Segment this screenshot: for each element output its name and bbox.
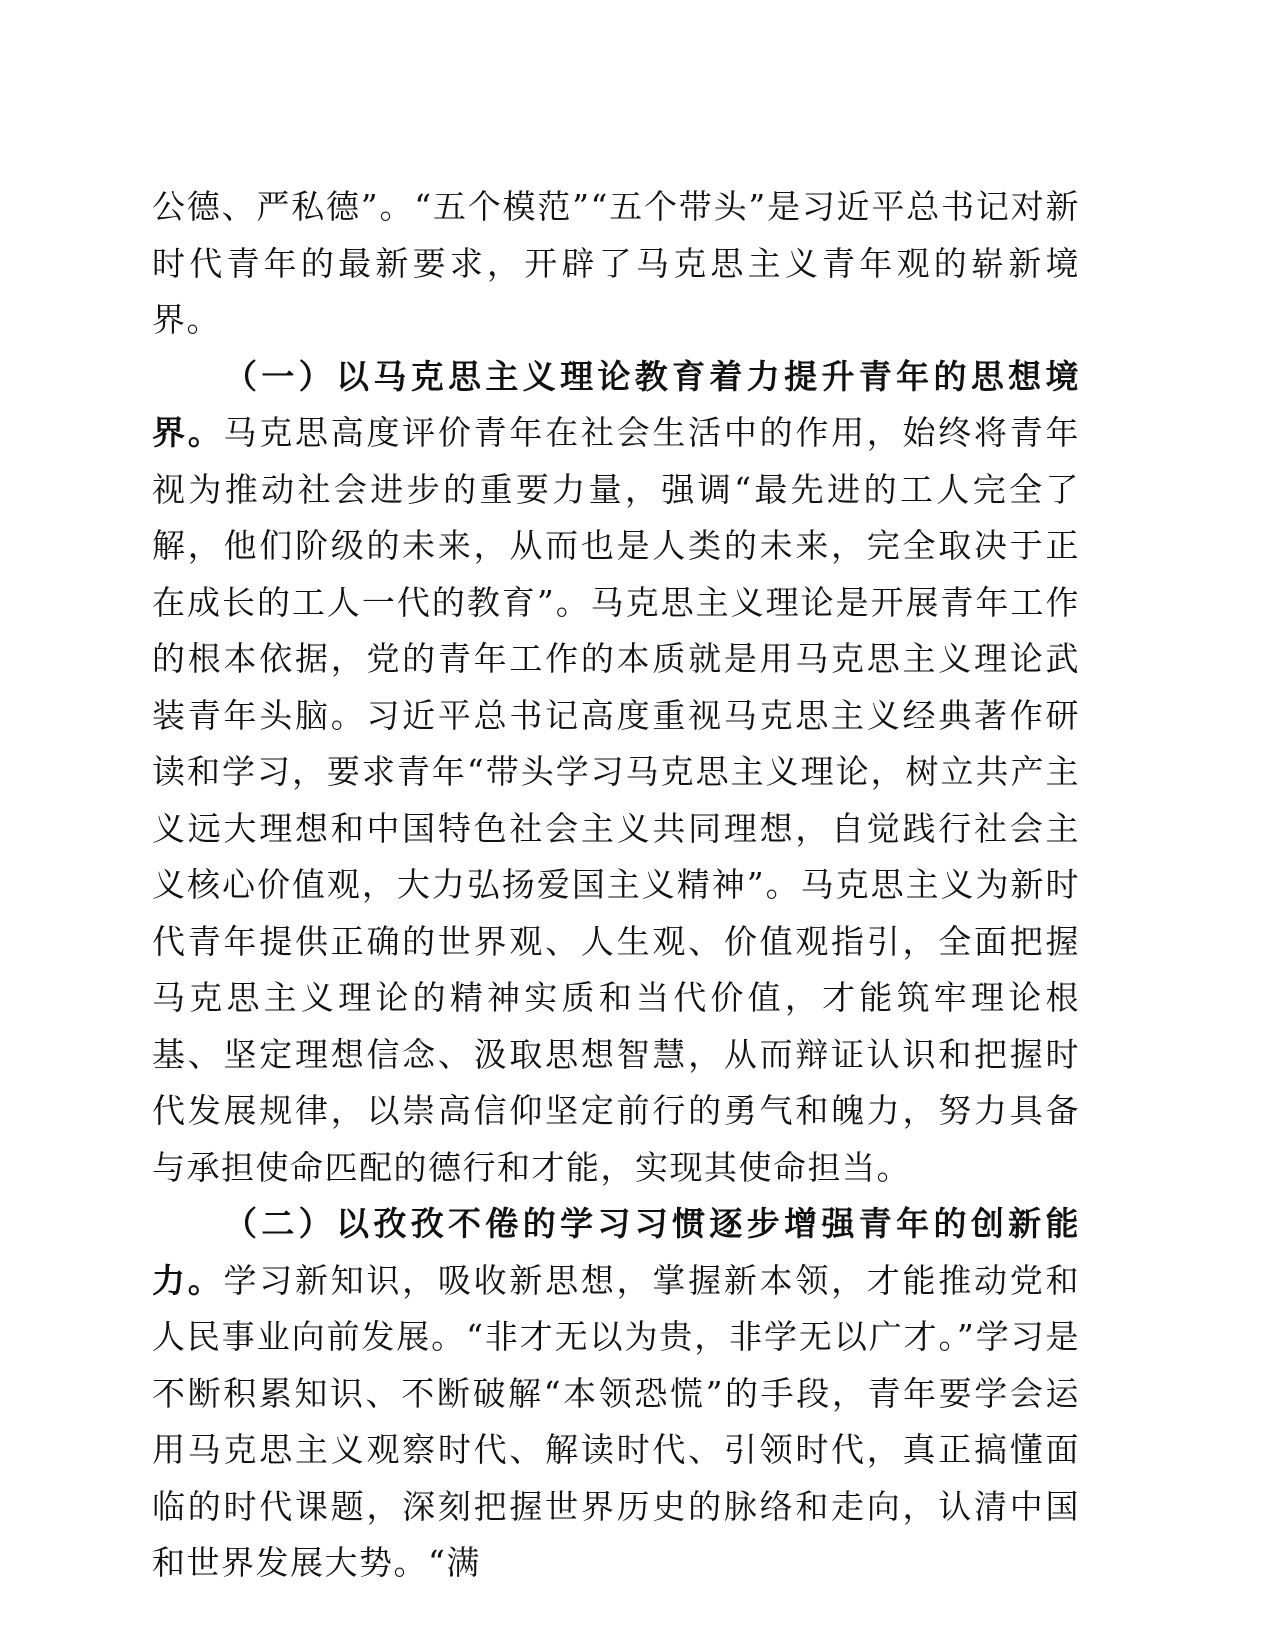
section-1-body: 马克思高度评价青年在社会生活中的作用，始终将青年视为推动社会进步的重要力量，强调“最先进的工人完全了解，他们阶级的未来，从而也是人类的未来，完全取决于正在成长的工人一代的教育”。马克思主义理论是开展青年工作的根本依据，党的青年工作的本质就是用马克思主义理论武装青年头脑。习近平总书记高度重视马克思主义经典著作研读和学习，要求青年“带头学习马克思主义理论，树立共产主义远大理想和中国特色社会主义共同理想，自觉践行社会主义核心价值观，大力弘扬爱国主义精神”。马克思主义为新时代青年提供正确的世界观、人生观、价值观指引，全面把握马克思主义理论的精神实质和当代价值，才能筑牢理论根基、坚定理想信念、汲取思想智慧，从而辩证认识和把握时代发展规律，以崇高信仰坚定前行的勇气和魄力，努力具备与承担使命匹配的德行和才能，实现其使命担当。: [152, 413, 1081, 1187]
section-1-heading: （一）以马克思主义理论教育着力提升青年的思想境界。: [152, 356, 1080, 452]
paragraph-continuation: 公德、严私德”。“五个模范”“五个带头”是习近平总书记对新时代青年的最新要求，开辟了马克思主义青年观的崭新境界。: [152, 187, 1080, 339]
section-2-paragraph: [152, 1196, 1080, 1592]
section-2-heading: （二）以孜孜不倦的学习习惯逐步增强青年的创新能力。: [152, 1204, 1080, 1300]
section-2-body: 学习新知识，吸收新思想，掌握新本领，才能推动党和人民事业向前发展。“非才无以为贵，非学无以广才。”学习是不断积累知识、不断破解“本领恐慌”的手段，青年要学会运用马克思主义观察时代、解读时代、引领时代，真正搞懂面临的时代课题，深刻把握世界历史的脉络和走向，认清中国和世界发展大势。“满: [152, 1260, 1081, 1582]
section-1-paragraph: [152, 349, 1080, 1197]
document-body: [152, 179, 1080, 1592]
